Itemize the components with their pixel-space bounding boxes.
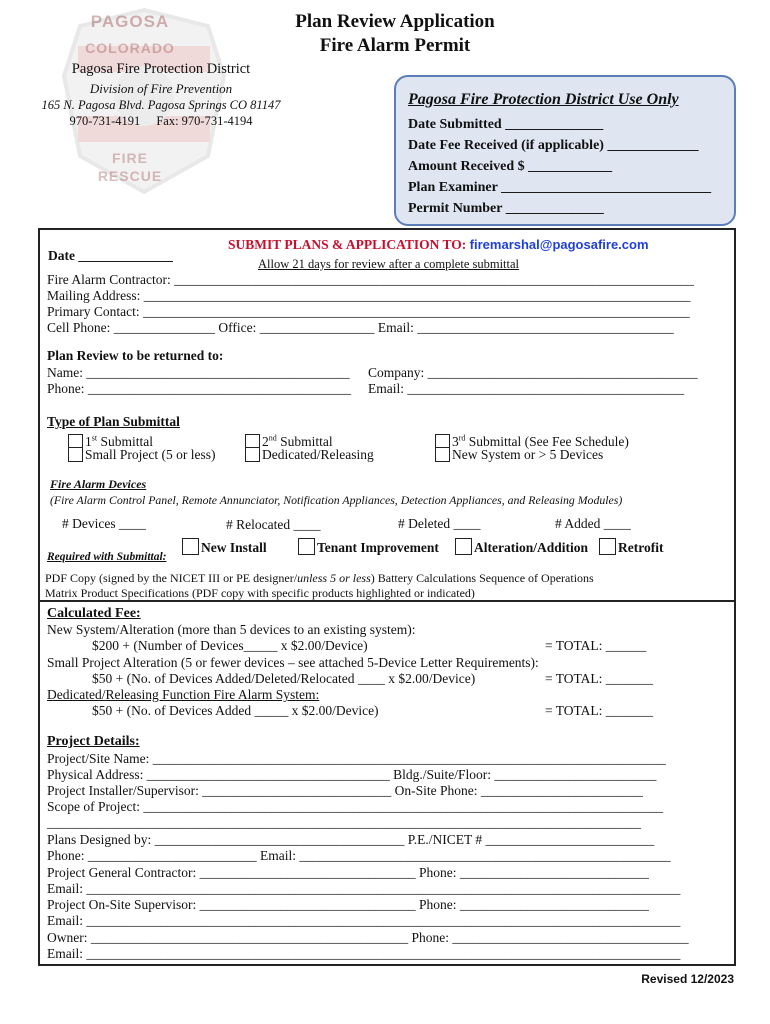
checkbox[interactable] <box>435 447 450 462</box>
fee-total[interactable]: = TOTAL: _______ <box>545 703 654 718</box>
scope-field[interactable]: Scope of Project: _____________________________________________________________________________ <box>47 799 664 814</box>
logo-text: PAGOSA <box>90 12 170 31</box>
return-company-field[interactable]: Company: ________________________________________ <box>368 365 698 380</box>
office-use-field[interactable]: Permit Number ______________ <box>408 201 604 216</box>
required-docs-line <box>45 570 594 586</box>
checkbox[interactable] <box>68 447 83 462</box>
district-fax: Fax: 970-731-4194 <box>156 114 253 128</box>
submittal-type-heading: Type of Plan Submittal <box>47 414 180 429</box>
required-docs-line: Matrix Product Specifications (PDF copy with specific products highlighted or indicated) <box>45 586 475 600</box>
general-contractor-field[interactable]: Project General Contractor: ________________________________ Phone: ____________________________ <box>47 865 649 880</box>
devices-note: (Fire Alarm Control Panel, Remote Annunciator, Notification Appliances, Detection Appliances, and Releasing Modules) <box>50 493 623 507</box>
logo-text: COLORADO <box>85 40 175 56</box>
owner-field[interactable]: Owner: _______________________________________________ Phone: ___________________________________ <box>47 930 689 945</box>
district-contact <box>20 113 302 130</box>
option-label: Alteration/Addition <box>474 540 589 555</box>
office-use-title: Pagosa Fire Protection District Use Only <box>408 91 679 108</box>
primary-contact-field[interactable]: Primary Contact: _________________________________________________________________________________ <box>47 304 690 319</box>
work-type-option[interactable] <box>298 538 439 556</box>
option-label: Dedicated/Releasing <box>262 447 374 462</box>
office-use-box <box>394 75 736 226</box>
fee-text: New System/Alteration (more than 5 devices to an existing system): <box>47 622 416 637</box>
fee-total[interactable]: = TOTAL: _______ <box>545 671 654 686</box>
submit-email-link[interactable]: firemarshal@pagosafire.com <box>469 237 649 252</box>
office-use-field[interactable]: Date Submitted ______________ <box>408 117 604 132</box>
review-time-note: Allow 21 days for review after a complete submittal <box>258 257 520 271</box>
submittal-option[interactable] <box>68 447 215 463</box>
checkbox[interactable] <box>298 538 315 555</box>
date-field[interactable]: Date ______________ <box>48 248 173 263</box>
fee-text: Small Project Alteration (5 or fewer devices – see attached 5-Device Letter Requirements): <box>47 655 539 670</box>
fee-text: Dedicated/Releasing Function Fire Alarm System: <box>47 687 320 702</box>
district-header <box>20 60 302 130</box>
owner-email-field[interactable]: Email: ________________________________________________________________________________________ <box>47 946 681 961</box>
designer-phone-email-field[interactable]: Phone: _________________________ Email: _______________________________________________________ <box>47 848 671 863</box>
option-label: 2nd Submittal <box>262 433 333 449</box>
checkbox[interactable] <box>599 538 616 555</box>
submit-line <box>228 237 649 253</box>
option-label: 1st Submittal <box>85 433 153 449</box>
supervisor-email-field[interactable]: Email: ________________________________________________________________________________________ <box>47 913 681 928</box>
work-type-option[interactable] <box>455 538 588 556</box>
work-type-option[interactable] <box>182 538 267 556</box>
onsite-supervisor-field[interactable]: Project On-Site Supervisor: ________________________________ Phone: ____________________________ <box>47 897 649 912</box>
devices-heading: Fire Alarm Devices <box>50 477 147 491</box>
gc-email-field[interactable]: Email: ________________________________________________________________________________________ <box>47 881 681 896</box>
checkbox[interactable] <box>455 538 472 555</box>
title-line: Plan Review Application <box>295 11 495 32</box>
return-name-field[interactable]: Name: _______________________________________ <box>47 365 350 380</box>
district-address: 165 N. Pagosa Blvd. Pagosa Springs CO 81147 <box>41 98 281 112</box>
logo-text: FIRE <box>112 150 148 166</box>
docs-text: unless 5 or less <box>297 571 371 585</box>
form-title <box>230 10 560 58</box>
installer-field[interactable]: Project Installer/Supervisor: ____________________________ On-Site Phone: ________________________ <box>47 783 643 798</box>
devices-count-field[interactable]: # Devices ____ <box>62 516 146 531</box>
fee-heading: Calculated Fee: <box>47 606 141 621</box>
designer-field[interactable]: Plans Designed by: _____________________________________ P.E./NICET # _________________________ <box>47 832 655 847</box>
revision-date: Revised 12/2023 <box>641 972 734 986</box>
submittal-option[interactable] <box>245 447 374 463</box>
checkbox[interactable] <box>182 538 199 555</box>
fee-calc[interactable]: $50 + (No. of Devices Added/Deleted/Relocated ____ x $2.00/Device) <box>92 671 476 686</box>
option-label: Retrofit <box>618 540 664 555</box>
cell-office-email-field[interactable]: Cell Phone: _______________ Office: _________________ Email: ______________________________________ <box>47 320 674 335</box>
physical-address-field[interactable]: Physical Address: ____________________________________ Bldg./Suite/Floor: ________________________ <box>47 767 657 782</box>
title-line: Fire Alarm Permit <box>319 35 471 56</box>
checkbox[interactable] <box>245 447 260 462</box>
fee-calc[interactable]: $200 + (Number of Devices_____ x $2.00/Device) <box>92 638 368 653</box>
added-count-field[interactable]: # Added ____ <box>555 516 631 531</box>
return-email-field[interactable]: Email: _________________________________________ <box>368 381 685 396</box>
return-to-heading: Plan Review to be returned to: <box>47 348 224 363</box>
office-use-field[interactable]: Plan Examiner ______________________________ <box>408 180 712 195</box>
office-use-field[interactable]: Amount Received $ ____________ <box>408 159 613 174</box>
project-site-field[interactable]: Project/Site Name: ____________________________________________________________________________ <box>47 751 666 766</box>
division-name: Division of Fire Prevention <box>89 81 233 96</box>
required-label: Required with Submittal: <box>47 551 167 563</box>
work-type-option[interactable] <box>599 538 663 556</box>
mailing-address-field[interactable]: Mailing Address: _________________________________________________________________________________ <box>47 288 691 303</box>
docs-text: ) Battery Calculations Sequence of Operations <box>370 571 594 585</box>
option-label: 3rd Submittal (See Fee Schedule) <box>452 433 629 449</box>
scope-field[interactable]: ________________________________________________________________________________________ <box>47 815 641 830</box>
office-use-field[interactable]: Date Fee Received (if applicable) _____________ <box>408 138 699 153</box>
return-phone-field[interactable]: Phone: _______________________________________ <box>47 381 352 396</box>
submittal-option[interactable] <box>435 447 603 463</box>
fee-calc[interactable]: $50 + (No. of Devices Added _____ x $2.00/Device) <box>92 703 379 718</box>
docs-text: PDF Copy (signed by the NICET III or PE designer/ <box>45 571 298 585</box>
fee-total[interactable]: = TOTAL: ______ <box>545 638 647 653</box>
deleted-count-field[interactable]: # Deleted ____ <box>398 516 481 531</box>
option-label: New System or > 5 Devices <box>452 447 604 462</box>
project-heading: Project Details: <box>47 734 140 749</box>
option-label: Tenant Improvement <box>317 540 439 555</box>
option-label: Small Project (5 or less) <box>85 447 216 462</box>
logo-text: RESCUE <box>97 168 163 184</box>
district-phone: 970-731-4191 <box>69 114 141 128</box>
district-name: Pagosa Fire Protection District <box>71 61 251 77</box>
submit-label: SUBMIT PLANS & APPLICATION TO: <box>228 237 467 252</box>
option-label: New Install <box>201 540 267 555</box>
relocated-count-field[interactable]: # Relocated ____ <box>226 517 321 532</box>
contractor-field[interactable]: Fire Alarm Contractor: _____________________________________________________________________________ <box>47 272 694 287</box>
